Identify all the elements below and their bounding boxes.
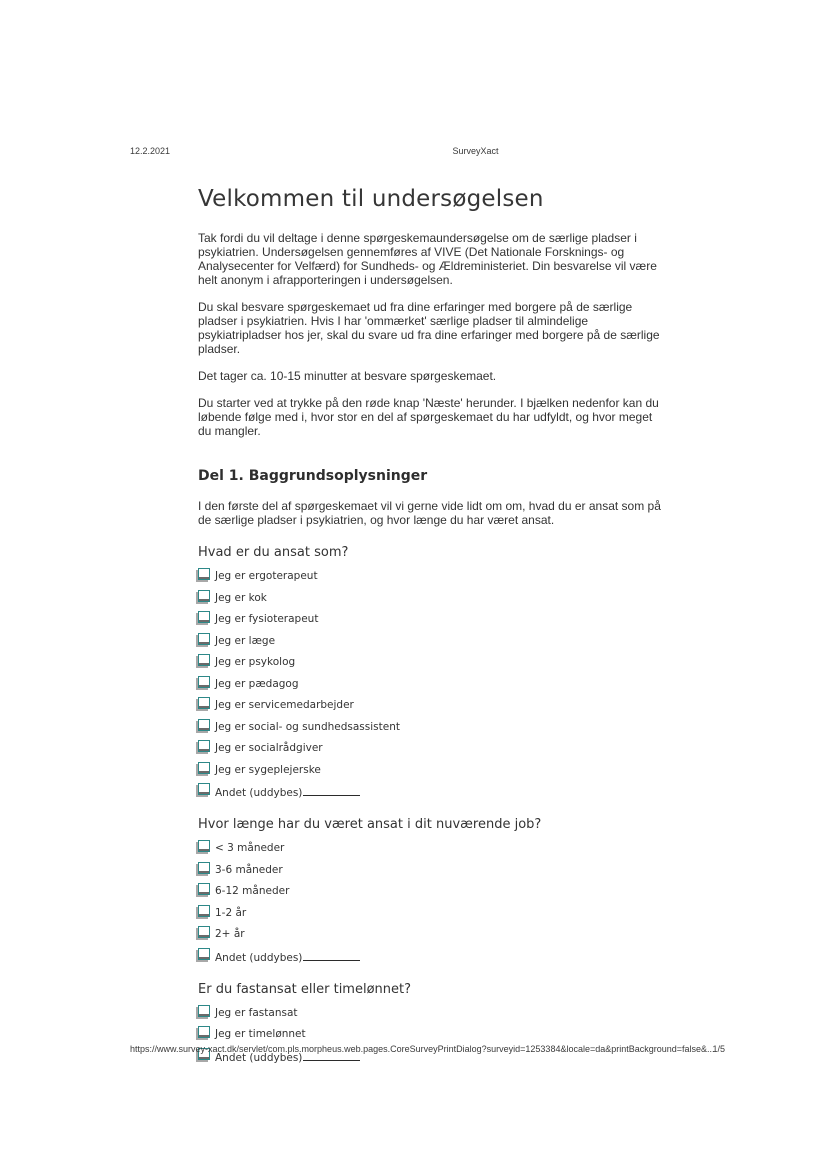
answer-option-row (198, 676, 662, 690)
answer-option-row (198, 905, 662, 919)
checkbox-icon[interactable] (198, 590, 210, 602)
answer-option-text: Jeg er læge (215, 634, 276, 647)
answer-option-row (198, 1005, 662, 1019)
answer-option-label (215, 676, 299, 690)
question-label: Hvor længe har du været ansat i dit nuværende job? (198, 817, 542, 832)
answer-option-text: Jeg er ergoterapeut (215, 570, 318, 582)
answer-option-label (215, 905, 246, 919)
print-app-title: SurveyXact (452, 146, 499, 156)
answer-option-label (215, 840, 284, 854)
question-label: Hvad er du ansat som? (198, 545, 349, 560)
answer-option-row (198, 654, 662, 668)
print-footer-url: https://www.survey-xact.dk/servlet/com.pls.morpheus.web.pages.CoreSurveyPrintDialog?surveyid=1253384&locale=da&printBackground=false&... (130, 1044, 715, 1054)
checkbox-icon[interactable] (198, 862, 210, 874)
answer-option-row (198, 611, 662, 625)
answer-option-label (215, 611, 318, 625)
answer-option-label (215, 883, 289, 897)
intro-paragraph: Du starter ved at trykke på den røde knap 'Næste' herunder. I bjælken nedenfor kan du løbende følge med i, hvor stor en del af spørgeskemaet du har udfyldt, og hvor meget du mangler. (198, 396, 659, 438)
answer-option-label (215, 719, 400, 733)
checkbox-icon[interactable] (198, 697, 210, 709)
checkbox-icon[interactable] (198, 840, 210, 852)
answer-option-row (198, 719, 662, 733)
answer-option-text: Jeg er socialrådgiver (215, 742, 323, 754)
answer-option-text: Jeg er sygeplejerske (215, 763, 321, 776)
checkbox-icon[interactable] (198, 676, 210, 688)
page-title: Velkommen til undersøgelsen (198, 186, 544, 212)
answer-option-row (198, 568, 662, 582)
answer-option-text: Andet (uddybes) (215, 1051, 303, 1064)
answer-option-label (215, 740, 323, 754)
print-date: 12.2.2021 (130, 146, 171, 156)
checkbox-icon[interactable] (198, 1026, 210, 1038)
answer-option-label (215, 654, 295, 668)
checkbox-icon[interactable] (198, 783, 210, 795)
answer-option-text: 1-2 år (215, 906, 247, 919)
answer-option-row (198, 762, 662, 776)
answer-option-row (198, 697, 662, 711)
checkbox-icon[interactable] (198, 905, 210, 917)
answer-option-label (215, 762, 321, 776)
question-list (198, 545, 662, 1064)
question-block (198, 545, 662, 799)
checkbox-icon[interactable] (198, 1005, 210, 1017)
answer-option-row (198, 740, 662, 754)
answer-option-text: 2+ år (215, 928, 245, 940)
print-header (130, 146, 821, 158)
page-number: 1/5 (712, 1044, 725, 1054)
answer-option-text: Jeg er fysioterapeut (215, 613, 319, 625)
answer-option-label (215, 1005, 298, 1019)
checkbox-icon[interactable] (198, 568, 210, 580)
answer-option-label (215, 862, 283, 876)
answer-option-row (198, 926, 662, 940)
answer-option-text: 6-12 måneder (215, 885, 290, 897)
answer-option-label (215, 1026, 306, 1040)
intro-paragraph: Du skal besvare spørgeskemaet ud fra dine erfaringer med borgere på de særlige pladser i psykiatrien. Hvis I har 'ommærket' særlige pladser til almindelige psykiatripladser hos jer, skal du svare ud fra dine erfaringer med borgere på de særlige pladser. (198, 300, 660, 356)
answer-option-row (198, 948, 662, 964)
answer-option-row (198, 783, 662, 799)
answer-option-text: Jeg er timelønnet (215, 1028, 306, 1040)
answer-option-text: Jeg er psykolog (215, 656, 296, 668)
checkbox-icon[interactable] (198, 719, 210, 731)
answer-option-text: Andet (uddybes) (215, 787, 303, 799)
question-block (198, 817, 662, 964)
checkbox-icon[interactable] (198, 926, 210, 938)
intro-paragraph: Det tager ca. 10-15 minutter at besvare spørgeskemaet. (198, 369, 497, 383)
answer-option-label (215, 783, 360, 799)
answer-option-row (198, 633, 662, 647)
answer-option-row (198, 883, 662, 897)
print-footer (130, 1044, 725, 1056)
answer-option-row (198, 1026, 662, 1040)
checkbox-icon[interactable] (198, 633, 210, 645)
answer-option-label (215, 590, 267, 604)
answer-option-label (215, 948, 360, 964)
answer-option-row (198, 862, 662, 876)
intro-paragraph: Tak fordi du vil deltage i denne spørgeskemaundersøgelse om de særlige pladser i psykiatrien. Undersøgelsen gennemføres af VIVE (Det Nationale Forsknings- og Analysecenter for Velfærd) for Sundheds- og Ældreministeriet. Din besvarelse vil være helt anonym i afrapporteringen i undersøgelsen. (198, 231, 657, 287)
answer-option-row (198, 840, 662, 854)
answer-option-text: Andet (uddybes) (215, 951, 303, 964)
answer-option-text: 3-6 måneder (215, 863, 283, 876)
answer-option-label (215, 633, 275, 647)
intro-paragraphs (198, 231, 662, 438)
answer-option-text: Jeg er kok (215, 591, 267, 604)
answer-option-label (215, 568, 318, 582)
checkbox-icon[interactable] (198, 611, 210, 623)
answer-option-text: < 3 måneder (215, 842, 285, 854)
checkbox-icon[interactable] (198, 654, 210, 666)
checkbox-icon[interactable] (198, 948, 210, 960)
write-in-line[interactable] (303, 950, 360, 961)
checkbox-icon[interactable] (198, 762, 210, 774)
question-label: Er du fastansat eller timelønnet? (198, 981, 412, 997)
survey-content (198, 186, 662, 1071)
answer-option-text: Jeg er social- og sundhedsassistent (215, 720, 400, 733)
write-in-line[interactable] (303, 785, 360, 796)
answer-option-label (215, 926, 245, 940)
answer-option-text: Jeg er servicemedarbejder (215, 699, 354, 711)
answer-option-row (198, 590, 662, 604)
section-intro: I den første del af spørgeskemaet vil vi gerne vide lidt om om, hvad du er ansat som på de særlige pladser i psykiatrien, og hvor længe du har været ansat. (198, 499, 661, 527)
checkbox-icon[interactable] (198, 883, 210, 895)
answer-option-label (215, 697, 354, 711)
answer-option-text: Jeg er fastansat (215, 1006, 298, 1019)
checkbox-icon[interactable] (198, 740, 210, 752)
section-heading: Del 1. Baggrundsoplysninger (198, 468, 428, 484)
answer-option-text: Jeg er pædagog (215, 677, 299, 690)
